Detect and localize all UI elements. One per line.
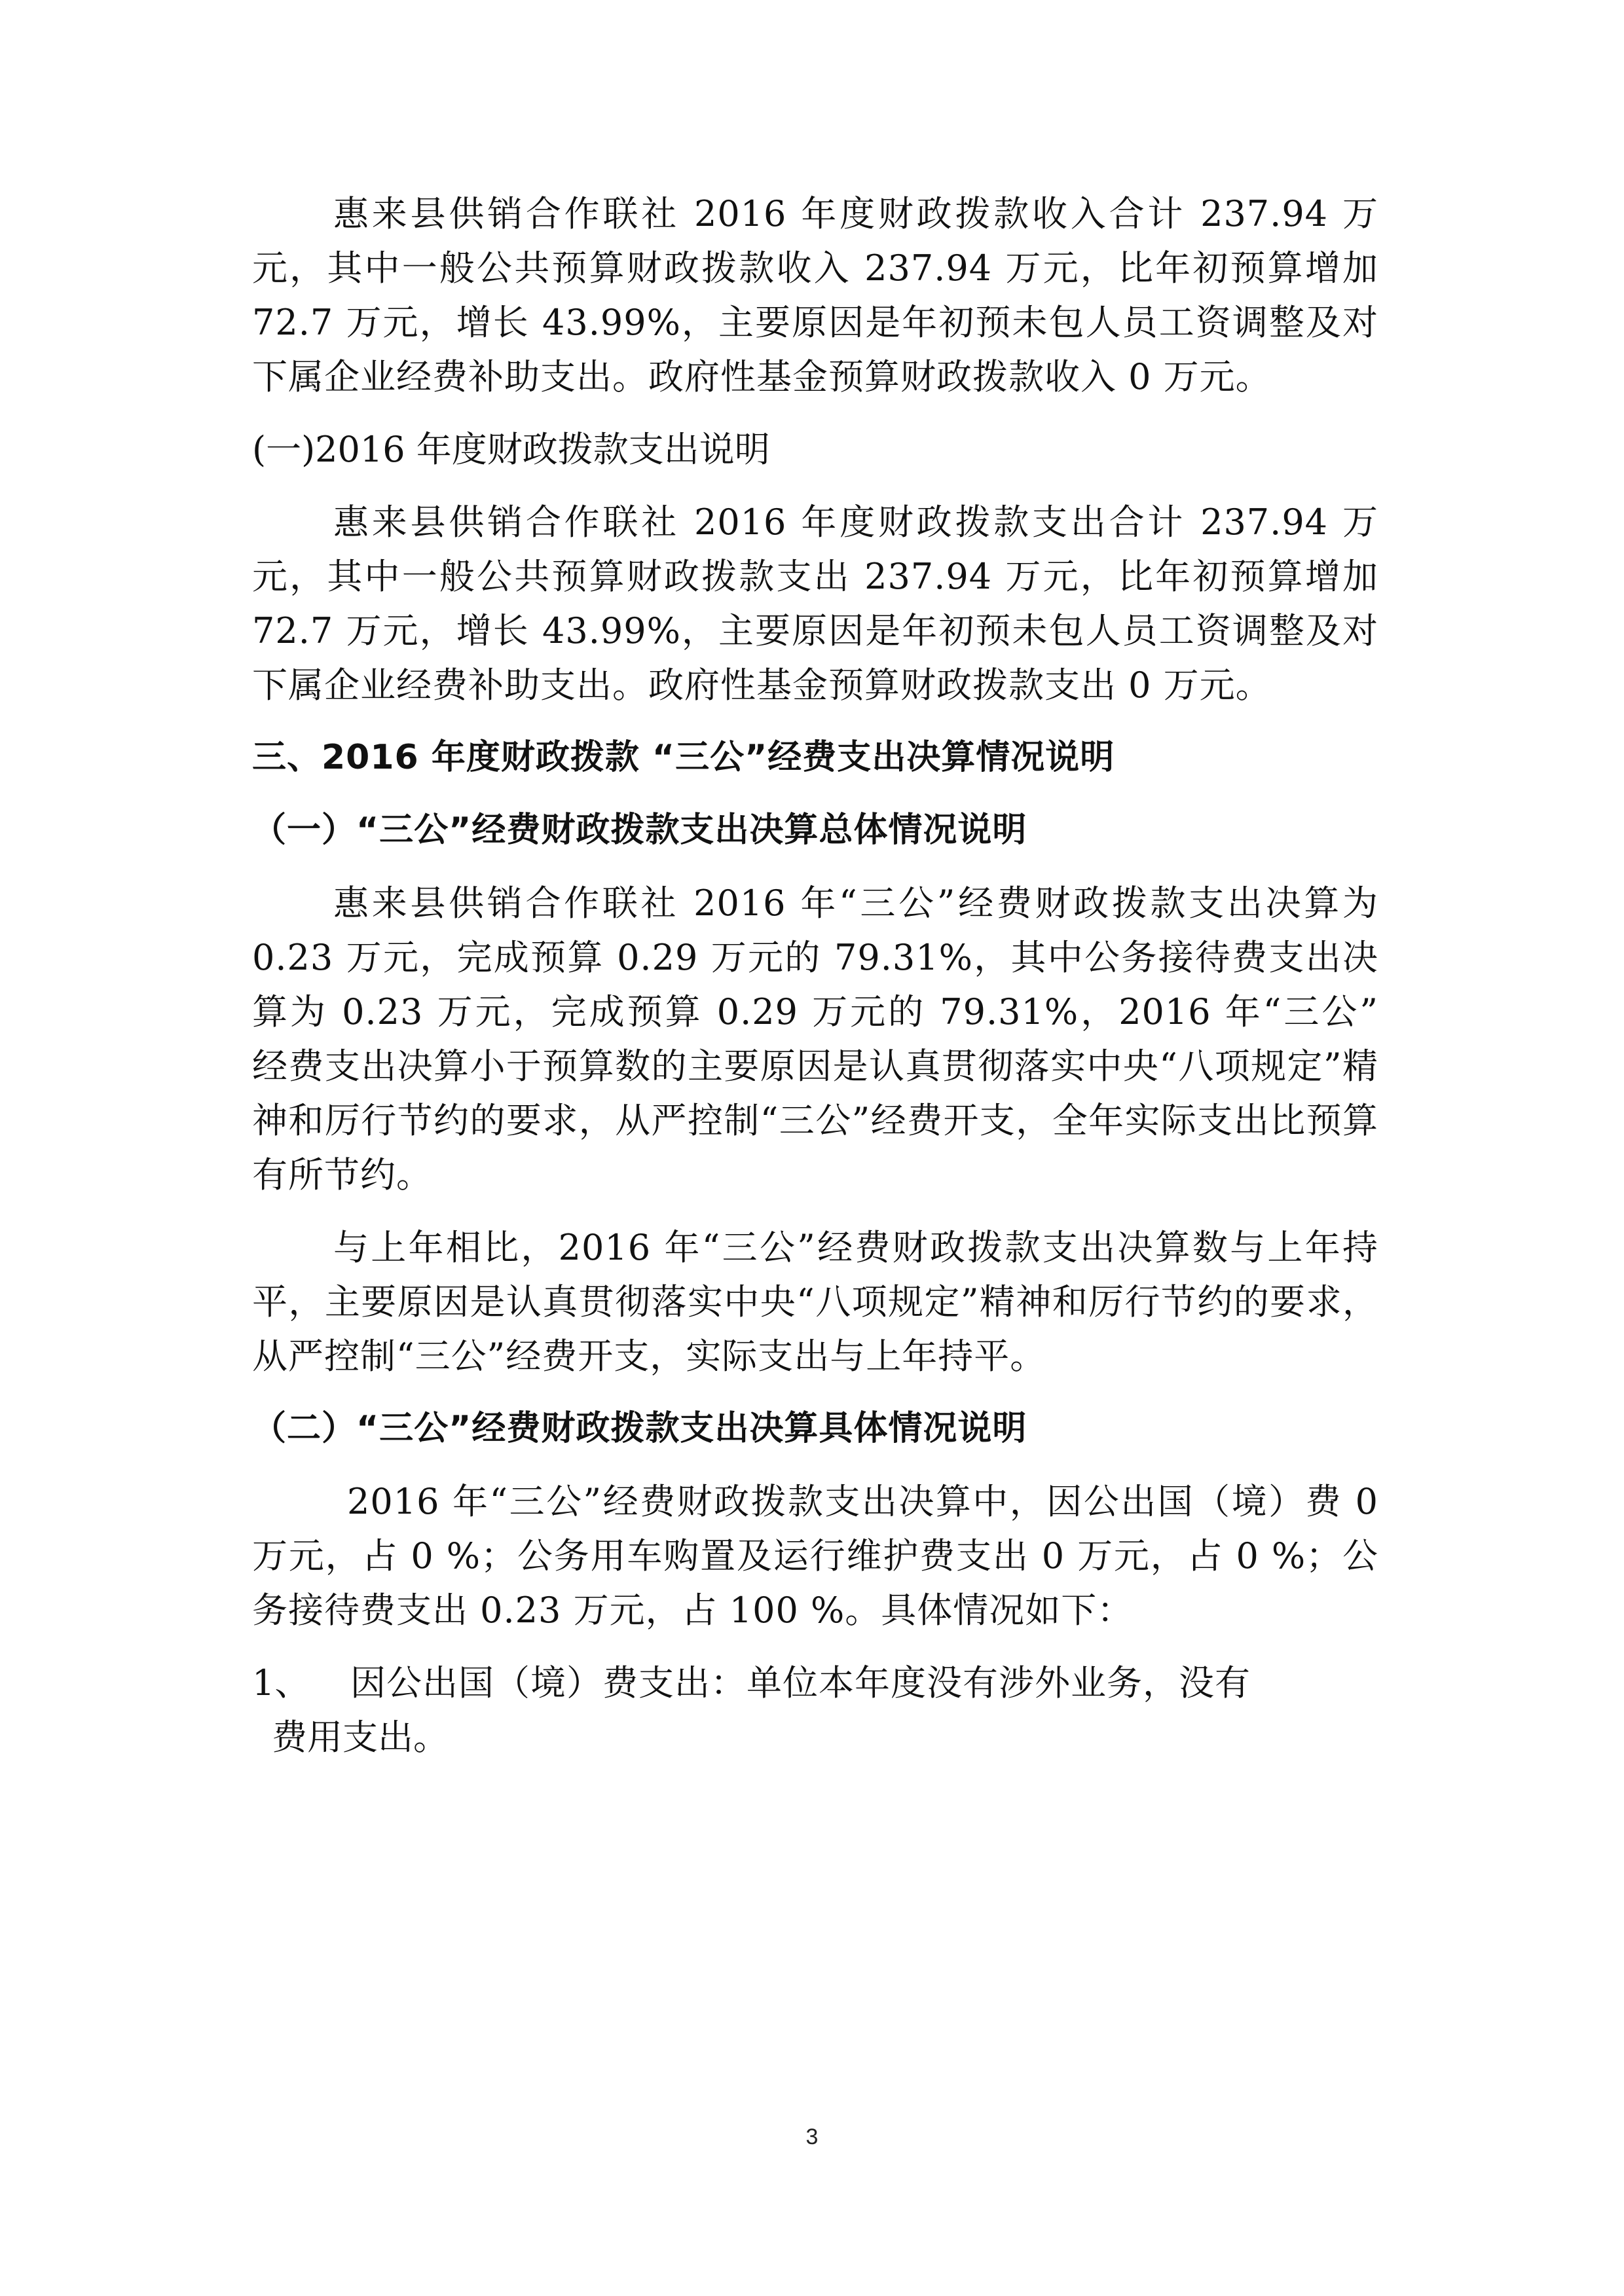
paragraph-revenue: 惠来县供销合作联社 2016 年度财政拨款收入合计 237.94 万元，其中一般公共预算财政拨款收入 237.94 万元，比年初预算增加 72.7 万元，增长 43.99%，主要原因是年初预未包人员工资调整及对下属企业经费补助支出。政府性基金预算财政拨款收入 0 万元。 <box>252 193 1378 397</box>
list-item-overseas <box>252 1656 1378 1710</box>
heading-expenditure-note: (一)2016 年度财政拨款支出说明 <box>252 429 770 470</box>
section-heading-three-public: 三、2016 年度财政拨款 “三公”经费支出决算情况说明 <box>252 738 1115 777</box>
list-item-continuation: 费用支出。 <box>272 1717 449 1758</box>
list-item-number: 1、 <box>252 1662 310 1704</box>
page-number: 3 <box>805 2124 819 2149</box>
subsection-heading-overall: （一）“三公”经费财政拨款支出决算总体情况说明 <box>252 811 1027 850</box>
paragraph-year-comparison: 与上年相比，2016 年“三公”经费财政拨款支出决算数与上年持平，主要原因是认真贯彻落实中央“八项规定”精神和厉行节约的要求，从严控制“三公”经费开支，实际支出与上年持平。 <box>252 1227 1378 1377</box>
list-item-text: 因公出国（境）费支出：单位本年度没有涉外业务，没有 <box>350 1662 1251 1704</box>
paragraph-overall: 惠来县供销合作联社 2016 年“三公”经费财政拨款支出决算为 0.23 万元，完成预算 0.29 万元的 79.31%，其中公务接待费支出决算为 0.23 万元，完成预算 0.29 万元的 79.31%，2016 年“三公” 经费支出决算小于预算数的主要原因是认真贯彻落实中央“八项规定”精神和厉行节约的要求，从严控制“三公”经费开支，全年实际支出比预算有所节约。 <box>252 883 1378 1195</box>
paragraph-detail: 2016 年“三公”经费财政拨款支出决算中，因公出国（境）费 0 万元，占 0 %；公务用车购置及运行维护费支出 0 万元，占 0 %；公务接待费支出 0.23 万元，占 100 %。具体情况如下： <box>252 1481 1378 1631</box>
subsection-heading-detail: （二）“三公”经费财政拨款支出决算具体情况说明 <box>252 1409 1027 1448</box>
page-body <box>252 187 1378 1764</box>
paragraph-expenditure: 惠来县供销合作联社 2016 年度财政拨款支出合计 237.94 万元，其中一般公共预算财政拨款支出 237.94 万元，比年初预算增加 72.7 万元，增长 43.99%，主要原因是年初预未包人员工资调整及对下属企业经费补助支出。政府性基金预算财政拨款支出 0 万元。 <box>252 501 1378 706</box>
